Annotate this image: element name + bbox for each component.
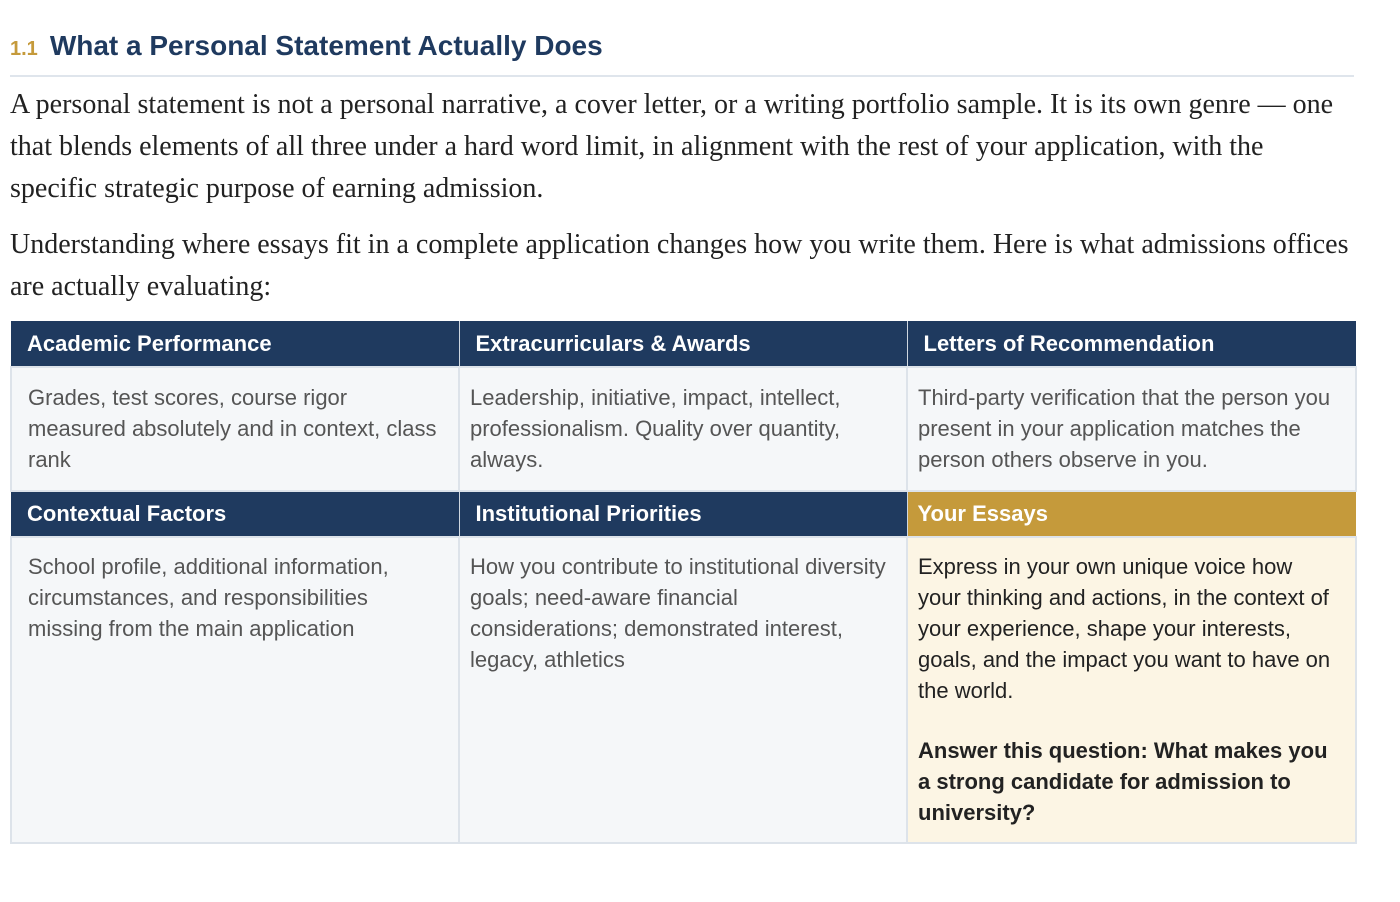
header-your-essays: Your Essays	[907, 491, 1356, 537]
header-extracurriculars-awards: Extracurriculars & Awards	[459, 321, 907, 367]
header-contextual-factors: Contextual Factors	[11, 491, 459, 537]
grid-header-row-2	[11, 491, 1356, 537]
grid-body-row-1	[11, 367, 1356, 491]
header-letters-of-recommendation: Letters of Recommendation	[907, 321, 1356, 367]
intro-paragraph: A personal statement is not a personal narrative, a cover letter, or a writing portfolio sample. It is its own genre — one that blends elements of all three under a hard word limit, in alignment with the rest of your application, with the specific strategic purpose of earning admission.	[10, 89, 1334, 204]
section-number: 1.1	[10, 38, 38, 60]
essay-question: Answer this question: What makes you a strong candidate for admission to university?	[918, 738, 1328, 825]
cell-institutional-priorities: How you contribute to institutional diversity goals; need-aware financial considerations; demonstrated interest, legacy, athletics	[459, 537, 907, 843]
grid-header-row-1	[11, 321, 1356, 367]
section-heading	[10, 30, 1354, 77]
cell-academic-performance: Grades, test scores, course rigor measured absolutely and in context, class rank	[11, 367, 459, 491]
grid-body-row-2	[11, 537, 1356, 843]
header-institutional-priorities: Institutional Priorities	[459, 491, 907, 537]
evaluation-paragraph: Understanding where essays fit in a complete application changes how you write them. Here is what admissions offices are actually evaluating:	[10, 229, 1349, 302]
section-content	[10, 30, 1354, 308]
section-title: What a Personal Statement Actually Does	[49, 30, 603, 61]
cell-contextual-factors: School profile, additional information, circumstances, and responsibilities missing from the main application	[11, 537, 459, 843]
evaluation-grid	[10, 321, 1357, 844]
essays-description: Express in your own unique voice how your thinking and actions, in the context of your experience, shape your interests, goals, and the impact you want to have on the world.	[918, 554, 1331, 703]
cell-your-essays	[907, 537, 1356, 843]
cell-letters-of-recommendation: Third-party verification that the person you present in your application matches the person others observe in you.	[907, 367, 1356, 491]
header-academic-performance: Academic Performance	[11, 321, 459, 367]
cell-extracurriculars-awards: Leadership, initiative, impact, intellect, professionalism. Quality over quantity, always.	[459, 367, 907, 491]
